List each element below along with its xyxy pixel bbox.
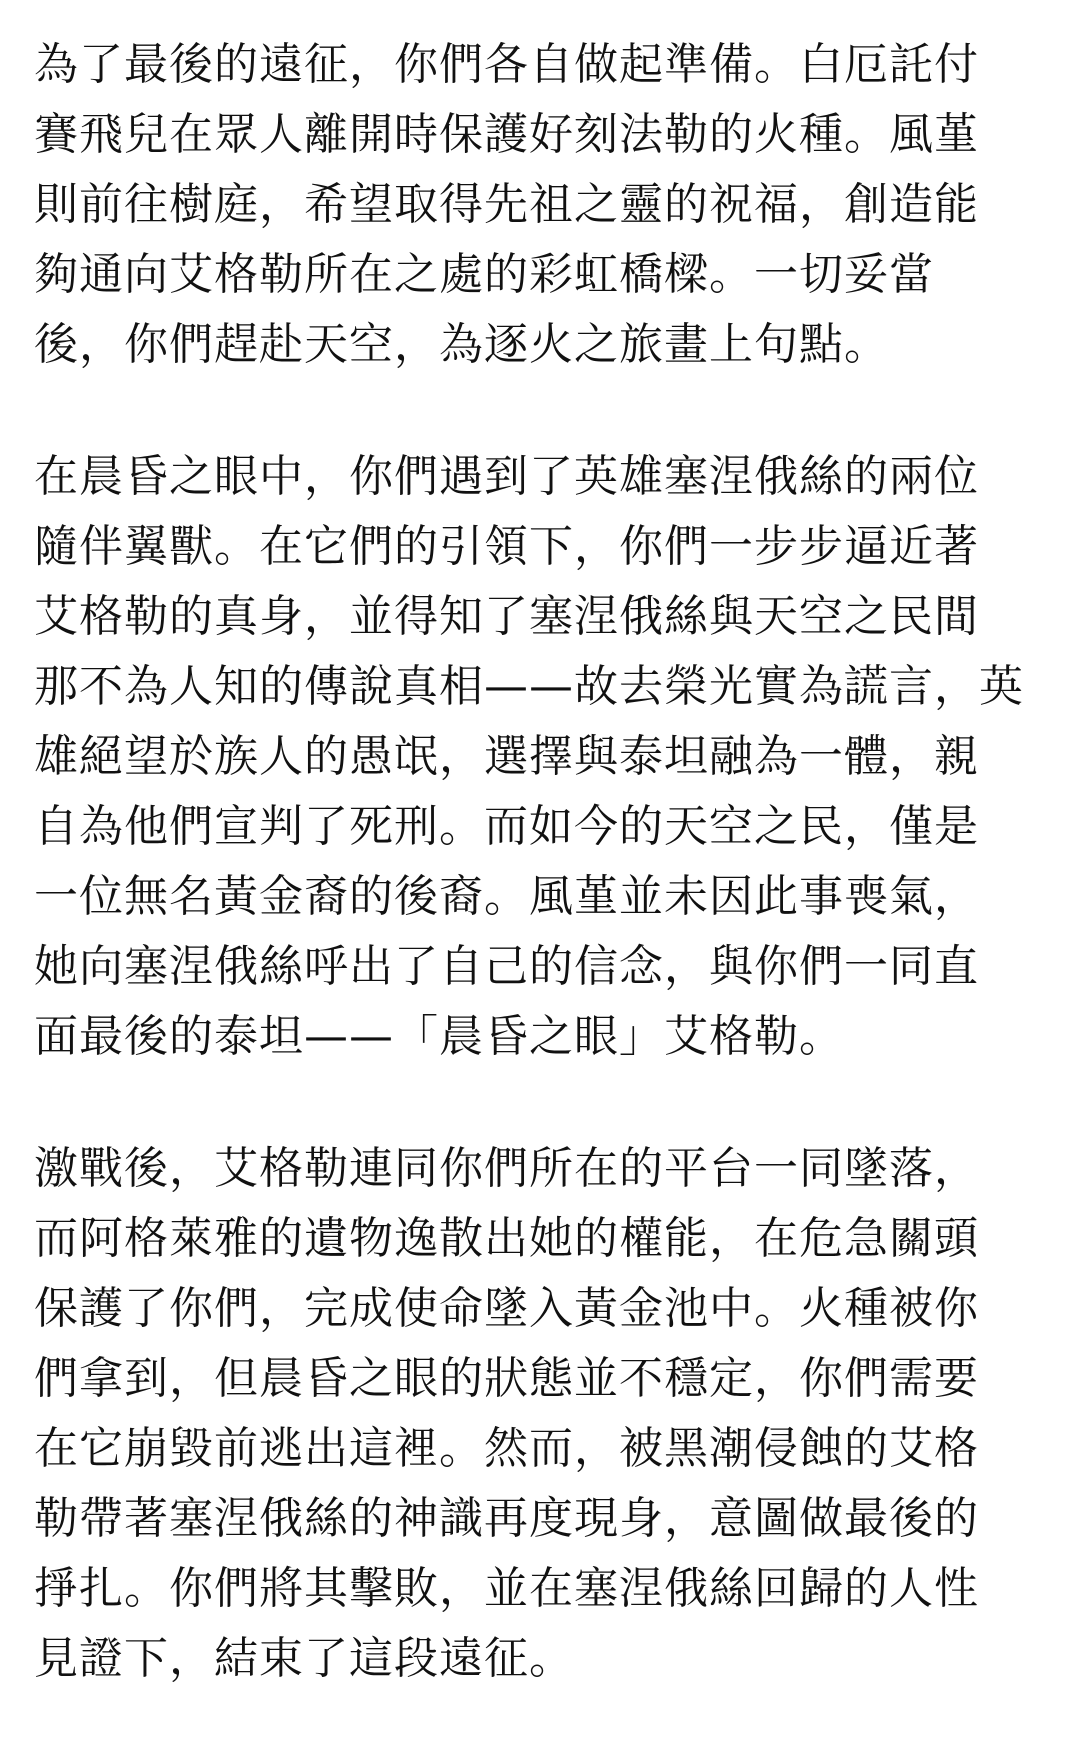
text-line: 勒帶著塞涅俄絲的神識再度現身，意圖做最後的 (34, 1493, 979, 1544)
text-line: 在它崩毀前逃出這裡。然而，被黑潮侵蝕的艾格 (34, 1423, 979, 1474)
text-line: 她向塞涅俄絲呼出了自己的信念，與你們一同直 (34, 941, 979, 992)
text-line: 面最後的泰坦——「晨昏之眼」艾格勒。 (34, 1011, 844, 1062)
text-line: 保護了你們，完成使命墜入黃金池中。火種被你 (34, 1283, 979, 1334)
text-line: 那不為人知的傳說真相——故去榮光實為謊言，英 (34, 661, 1024, 712)
text-line: 雄絕望於族人的愚氓，選擇與泰坦融為一體，親 (34, 731, 979, 782)
text-line: 們拿到，但晨昏之眼的狀態並不穩定，你們需要 (34, 1353, 979, 1404)
paragraph-3 (34, 1134, 1044, 1694)
paragraph-1 (34, 30, 1044, 380)
text-line: 則前往樹庭，希望取得先祖之靈的祝福，創造能 (34, 179, 979, 230)
text-line: 自為他們宣判了死刑。而如今的天空之民，僅是 (34, 801, 979, 852)
text-line: 掙扎。你們將其擊敗，並在塞涅俄絲回歸的人性 (34, 1563, 979, 1614)
text-line: 艾格勒的真身，並得知了塞涅俄絲與天空之民間 (34, 591, 979, 642)
paragraph-2 (34, 442, 1044, 1072)
text-line: 夠通向艾格勒所在之處的彩虹橋樑。一切妥當 (34, 249, 934, 300)
text-line: 在晨昏之眼中，你們遇到了英雄塞涅俄絲的兩位 (34, 451, 979, 502)
text-line: 見證下，結束了這段遠征。 (34, 1633, 574, 1684)
text-line: 賽飛兒在眾人離開時保護好刻法勒的火種。風堇 (34, 109, 979, 160)
text-line: 隨伴翼獸。在它們的引領下，你們一步步逼近著 (34, 521, 979, 572)
text-line: 一位無名黃金裔的後裔。風堇並未因此事喪氣， (34, 871, 979, 922)
text-line: 而阿格萊雅的遺物逸散出她的權能，在危急關頭 (34, 1213, 979, 1264)
text-line: 為了最後的遠征，你們各自做起準備。白厄託付 (34, 39, 979, 90)
text-line: 激戰後，艾格勒連同你們所在的平台一同墜落， (34, 1143, 979, 1194)
text-line: 後，你們趕赴天空，為逐火之旅畫上句點。 (34, 319, 889, 370)
